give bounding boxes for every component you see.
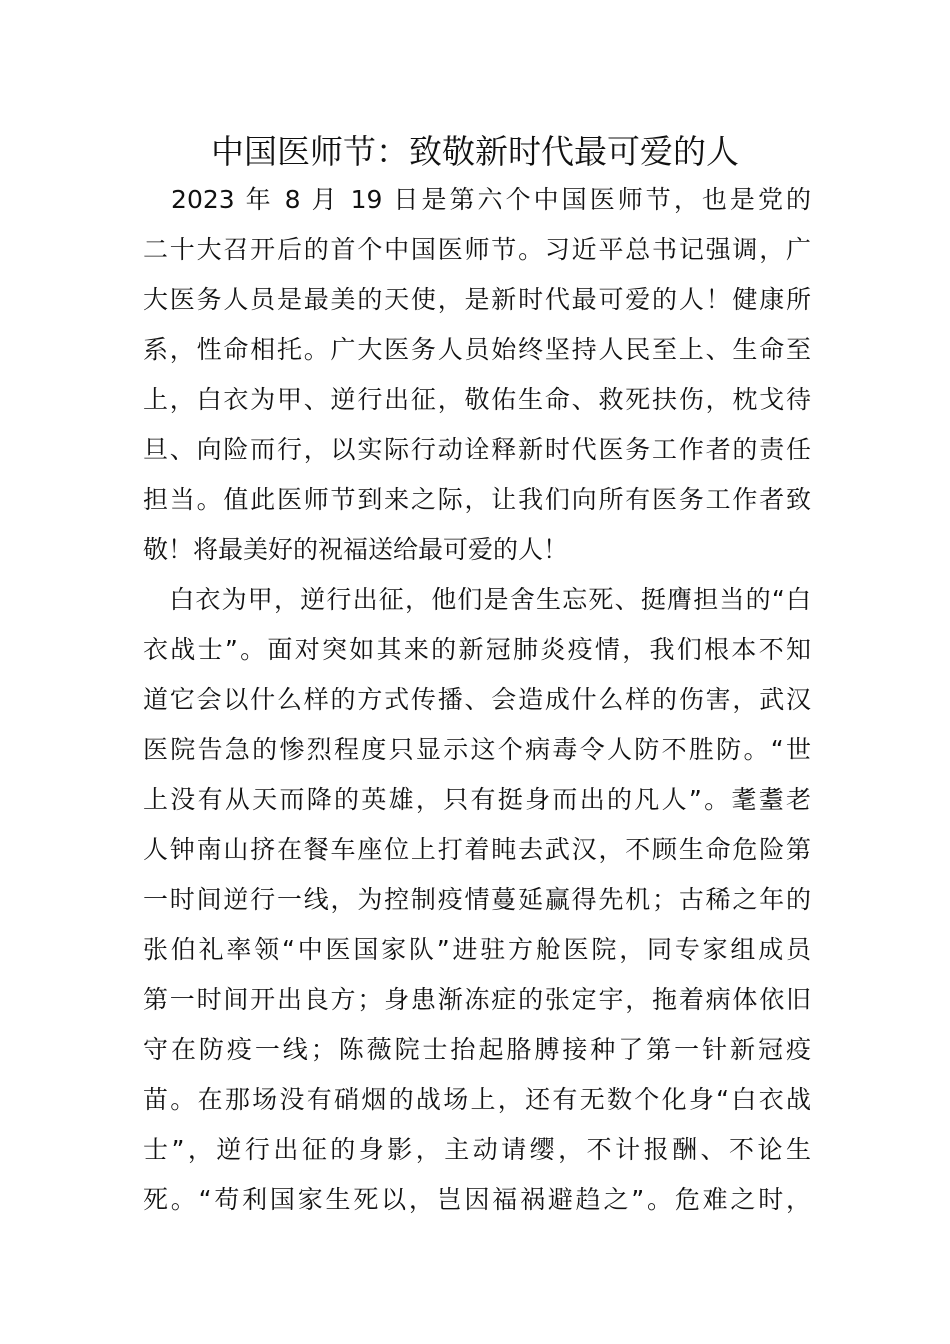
paragraph-line: 上没有从天而降的英雄，只有挺身而出的凡人”。耄耋老 [143,785,811,814]
paragraph-line: 大医务人员是最美的天使，是新时代最可爱的人！健康所 [143,285,811,314]
paragraph-line: 系，性命相托。广大医务人员始终坚持人民至上、生命至 [143,335,811,364]
paragraph-line: 张伯礼率领“中医国家队”进驻方舱医院，同专家组成员 [143,935,811,964]
paragraph-line: 2023 年 8 月 19 日是第六个中国医师节，也是党的 [143,185,811,214]
paragraph-line: 道它会以什么样的方式传播、会造成什么样的伤害，武汉 [143,685,811,714]
document-title: 中国医师节：致敬新时代最可爱的人 [211,132,739,171]
document-body [143,175,811,1225]
paragraph-line: 担当。值此医师节到来之际，让我们向所有医务工作者致 [143,485,811,514]
paragraph-line: 白衣为甲，逆行出征，他们是舍生忘死、挺膺担当的“白 [143,585,811,614]
paragraph-line: 敬！将最美好的祝福送给最可爱的人！ [143,535,569,564]
paragraph-line: 医院告急的惨烈程度只显示这个病毒令人防不胜防。“世 [143,735,811,764]
paragraph-line: 衣战士”。面对突如其来的新冠肺炎疫情，我们根本不知 [143,635,811,664]
paragraph-line: 第一时间开出良方；身患渐冻症的张定宇，拖着病体依旧 [143,985,811,1014]
paragraph-line: 士”，逆行出征的身影，主动请缨，不计报酬、不论生 [143,1135,811,1164]
paragraph-line: 守在防疫一线；陈薇院士抬起胳膊接种了第一针新冠疫 [143,1035,811,1064]
paragraph-line: 死。“苟利国家生死以，岂因福祸避趋之”。危难之时， [143,1185,811,1214]
paragraph-2 [143,575,811,1225]
paragraph-line: 二十大召开后的首个中国医师节。习近平总书记强调，广 [143,235,811,264]
paragraph-line: 苗。在那场没有硝烟的战场上，还有无数个化身“白衣战 [143,1085,811,1114]
paragraph-line: 一时间逆行一线，为控制疫情蔓延赢得先机；古稀之年的 [143,885,811,914]
paragraph-line: 旦、向险而行，以实际行动诠释新时代医务工作者的责任 [143,435,811,464]
paragraph-1 [143,175,811,575]
paragraph-line: 人钟南山挤在餐车座位上打着盹去武汉，不顾生命危险第 [143,835,811,864]
paragraph-line: 上，白衣为甲、逆行出征，敬佑生命、救死扶伤，枕戈待 [143,385,811,414]
